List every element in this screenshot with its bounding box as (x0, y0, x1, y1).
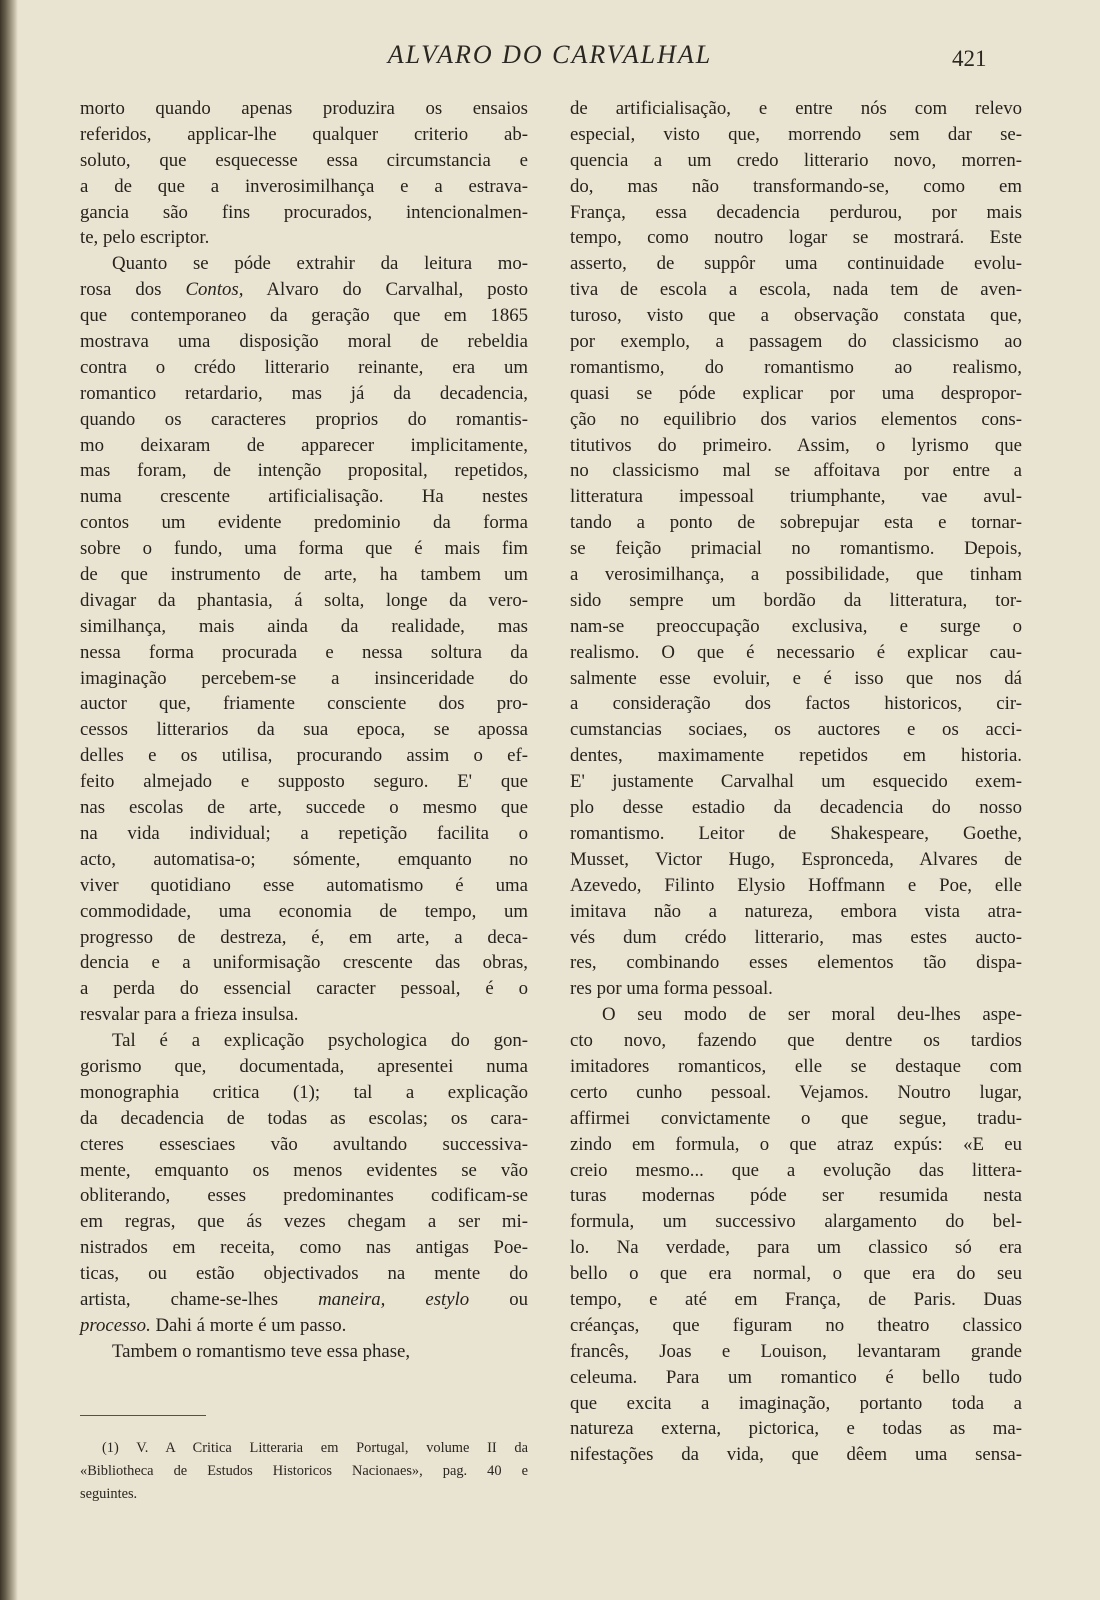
text-line: tando a ponto de sobrepujar esta e tornar- (570, 512, 1022, 534)
text-line: plo desse estadio da decadencia do nosso (570, 797, 1022, 819)
text-line: litteratura impessoal triumphante, vae avul- (570, 486, 1022, 508)
text-line: Musset, Victor Hugo, Espronceda, Alvares de (570, 848, 1022, 870)
text-line: imitava não a natureza, embora vista atra- (570, 900, 1022, 922)
text-line: celeuma. Para um romantico é bello tudo (570, 1366, 1022, 1388)
text-line: sido sempre um bordão da litteratura, tor- (570, 589, 1022, 611)
text-line: Tambem o romantismo teve essa phase, (112, 1340, 411, 1362)
footnote (80, 1437, 528, 1506)
text-line: auctor que, friamente consciente dos pro- (80, 693, 528, 715)
text-line: res por uma forma pessoal. (570, 978, 773, 1000)
text-line: quasi se póde explicar por uma despropor- (570, 382, 1022, 404)
text-line (80, 1313, 528, 1339)
text-line: te, pelo escriptor. (80, 227, 210, 249)
footnote-line: «Bibliotheca de Estudos Historicos Nacionaes», pag. 40 e (80, 1463, 528, 1479)
text-line: especial, visto que, morrendo sem dar se- (570, 123, 1022, 145)
text-line: O seu modo de ser moral deu-lhes aspe- (602, 1004, 1022, 1026)
text-line: salmente esse evoluir, e é isso que nos dá (570, 667, 1022, 689)
text-line: a de que a inverosimilhança e a estrava- (80, 175, 528, 197)
footnote-separator (80, 1415, 206, 1416)
text-line: progresso de destreza, é, em arte, a deca- (80, 926, 528, 948)
text-line: contos um evidente predominio da forma (80, 512, 528, 534)
text-line: nessa forma procurada e nessa soltura da (80, 641, 528, 663)
text-line: tempo, como noutro logar se mostrará. Este (570, 227, 1022, 249)
text-line: quencia a um credo litterario novo, morren- (570, 149, 1022, 171)
text-line: commodidade, uma economia de tempo, um (80, 900, 528, 922)
text-line: divagar da phantasia, á solta, longe da vero- (80, 589, 528, 611)
text-line: vés dum crédo litterario, mas estes aucto- (570, 926, 1022, 948)
text-line: de que instrumento de arte, ha tambem um (80, 564, 528, 586)
text-line: ção no equilibrio dos varios elementos cons- (570, 408, 1022, 430)
footnote-line: seguintes. (80, 1486, 138, 1502)
text-line: imitadores romanticos, elle se destaque com (570, 1055, 1022, 1077)
text-line: em regras, que ás vezes chegam a ser mi- (80, 1211, 528, 1233)
text-line: titutivos do primeiro. Assim, o lyrismo que (570, 434, 1022, 456)
text-run: Dahi á morte é um passo. (150, 1314, 347, 1336)
text-line: affirmei convictamente o que segue, tradu- (570, 1107, 1022, 1129)
text-line: mas foram, de intenção proposital, repetidos, (80, 460, 528, 482)
left-text-column (80, 96, 528, 1365)
text-line: na vida individual; a repetição facilita o (80, 822, 528, 844)
text-line: nam-se preoccupação exclusiva, e surge o (570, 615, 1022, 637)
text-line: res, combinando esses elementos tão dispa- (570, 952, 1022, 974)
text-line: mo deixaram de apparecer implicitamente, (80, 434, 528, 456)
text-line: francês, Joas e Louison, levantaram grande (570, 1340, 1022, 1362)
text-line: nas escolas de arte, succede o mesmo que (80, 797, 528, 819)
text-line: creio mesmo... que a evolução das littera- (570, 1159, 1022, 1181)
text-line: Tal é a explicação psychologica do gon- (112, 1030, 528, 1052)
text-line: romantico retardario, mas já da decadencia, (80, 382, 528, 404)
text-line: gorismo que, documentada, apresentei numa (80, 1055, 528, 1077)
text-line (80, 1287, 528, 1313)
text-line: zindo em formula, o que atraz expús: «E eu (570, 1133, 1022, 1155)
footnote-line (80, 1437, 528, 1460)
text-line: créanças, que figuram no theatro classico (570, 1314, 1022, 1336)
text-line: tiva de escola a escola, nada tem de aven- (570, 279, 1022, 301)
text-line: similhança, mais ainda da realidade, mas (80, 615, 528, 637)
text-line: do, mas não transformando-se, como em (570, 175, 1022, 197)
text-line: Quanto se póde extrahir da leitura mo- (112, 253, 528, 275)
text-line: Azevedo, Filinto Elysio Hoffmann e Poe, elle (570, 874, 1022, 896)
text-line: imaginação percebem-se a insinceridade do (80, 667, 528, 689)
text-run: rosa dos (80, 279, 186, 301)
text-line: a consideração dos factos historicos, cir- (570, 693, 1022, 715)
text-line: resvalar para a frieza insulsa. (80, 1004, 299, 1026)
text-line: França, essa decadencia perdurou, por mais (570, 201, 1022, 223)
text-line: turas modernas póde ser resumida nesta (570, 1185, 1022, 1207)
text-run: ou (469, 1288, 529, 1310)
text-line: nifestações da vida, que dêem uma sensa- (570, 1444, 1022, 1466)
running-title: ALVARO DO CARVALHAL (387, 40, 713, 69)
text-line: quando os caracteres proprios do romantis- (80, 408, 528, 430)
right-text-column (570, 96, 1022, 1468)
text-line: asserto, de suppôr uma continuidade evolu- (570, 253, 1022, 275)
italic-text-run: maneira, estylo (318, 1288, 470, 1310)
text-line: romantismo, do romantismo ao realismo, (570, 356, 1022, 378)
text-line: tempo, e até em França, de Paris. Duas (570, 1288, 1022, 1310)
text-line (80, 277, 528, 303)
text-run: artista, chame-se-lhes (80, 1288, 319, 1310)
text-line: obliterando, esses predominantes codificam-se (80, 1185, 528, 1207)
page-number: 421 (952, 46, 987, 71)
text-line: E' justamente Carvalhal um esquecido exem- (570, 771, 1022, 793)
text-line: natureza externa, pictorica, e todas as ma- (570, 1418, 1022, 1440)
text-line: viver quotidiano esse automatismo é uma (80, 874, 528, 896)
text-line: sobre o fundo, uma forma que é mais fim (80, 538, 528, 560)
text-line: romantismo. Leitor de Shakespeare, Goethe, (570, 822, 1022, 844)
text-line: cteres essesciaes vão avultando successiva- (80, 1133, 528, 1155)
text-line: dentes, maximamente repetidos em historia. (570, 745, 1022, 767)
text-line: feito almejado e supposto seguro. E' que (80, 771, 528, 793)
text-line: realismo. O que é necessario é explicar cau- (570, 641, 1022, 663)
italic-text-run: A Critica Litteraria em Portugal, (165, 1440, 409, 1456)
text-line: mostrava uma disposição moral de rebeldia (80, 331, 528, 353)
text-line: delles e os utilisa, procurando assim o ef- (80, 745, 528, 767)
text-line: mente, emquanto os menos evidentes se vão (80, 1159, 528, 1181)
text-run: volume II da (408, 1440, 529, 1456)
text-line: certo cunho pessoal. Vejamos. Noutro lugar, (570, 1081, 1022, 1103)
text-line: que excita a imaginação, portanto toda a (570, 1392, 1022, 1414)
text-line: formula, um successivo alargamento do bel- (570, 1211, 1022, 1233)
text-line: cessos litterarios da sua epoca, se apossa (80, 719, 528, 741)
text-line: da decadencia de todas as escolas; os cara- (80, 1107, 528, 1129)
text-line: a verosimilhança, a possibilidade, que tinham (570, 564, 1022, 586)
text-run: (1) V. (102, 1440, 166, 1456)
text-line: referidos, applicar-lhe qualquer criterio ab- (80, 123, 528, 145)
text-line: monographia critica (1); tal a explicação (80, 1081, 528, 1103)
italic-text-run: Contos, (185, 279, 244, 301)
text-line: se feição primacial no romantismo. Depois, (570, 538, 1022, 560)
text-line: a perda do essencial caracter pessoal, é o (80, 978, 528, 1000)
text-line: numa crescente artificialisação. Ha nestes (80, 486, 528, 508)
text-run: Alvaro do Carvalhal, posto (243, 279, 528, 301)
text-line: cto novo, fazendo que dentre os tardios (570, 1030, 1022, 1052)
italic-text-run: processo. (80, 1314, 151, 1336)
text-line: acto, automatisa-o; sómente, emquanto no (80, 848, 528, 870)
text-line: de artificialisação, e entre nós com relevo (570, 98, 1022, 119)
text-line: nistrados em receita, como nas antigas Poe- (80, 1237, 528, 1259)
book-spine-shadow (0, 0, 18, 1600)
text-line: que contemporaneo da geração que em 1865 (80, 305, 528, 327)
text-line: gancia são fins procurados, intencionalmen- (80, 201, 528, 223)
text-line: turoso, visto que a observação constata que, (570, 305, 1022, 327)
text-line: dencia e a uniformisação crescente das obras, (80, 952, 528, 974)
text-line: soluto, que esquecesse essa circumstancia e (80, 149, 528, 171)
text-line: cumstancias sociaes, os auctores e os acci- (570, 719, 1022, 741)
text-line: lo. Na verdade, para um classico só era (570, 1237, 1022, 1259)
text-line: ticas, ou estão objectivados na mente do (80, 1263, 528, 1285)
text-line: no classicismo mal se affoitava por entre a (570, 460, 1022, 482)
text-line: por exemplo, a passagem do classicismo ao (570, 331, 1022, 353)
text-line: morto quando apenas produzira os ensaios (80, 98, 528, 119)
text-line: contra o crédo litterario reinante, era um (80, 356, 528, 378)
text-line: bello o que era normal, o que era do seu (570, 1263, 1022, 1285)
